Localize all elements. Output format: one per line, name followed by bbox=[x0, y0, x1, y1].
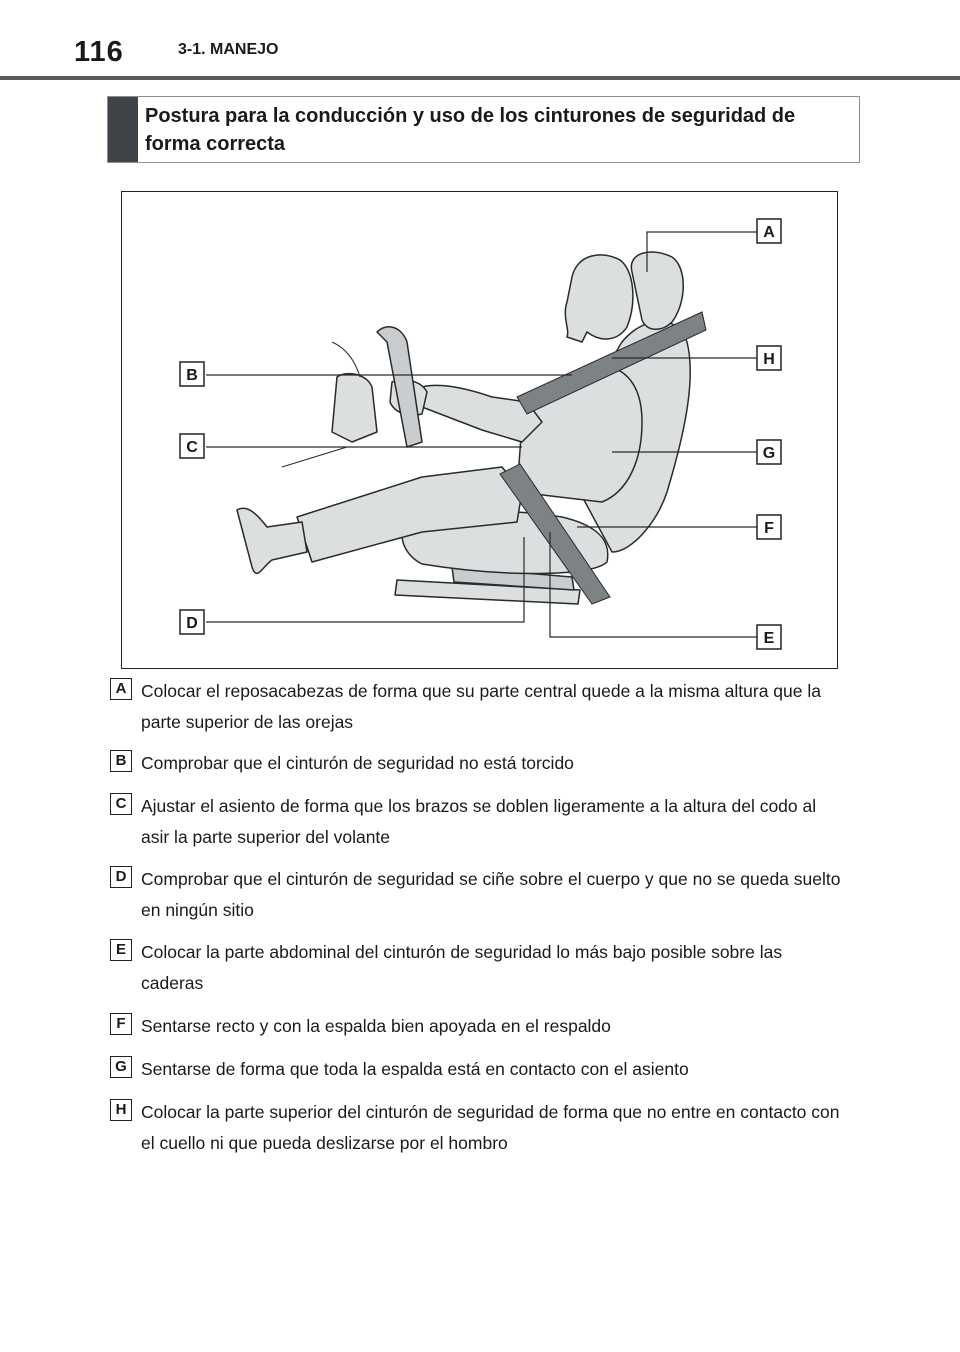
item-letter-badge: G bbox=[110, 1056, 132, 1078]
driving-posture-illustration bbox=[122, 192, 839, 670]
callout-f: F bbox=[764, 520, 774, 537]
item-text: Comprobar que el cinturón de seguridad se ciñe sobre el cuerpo y que no se queda suelto en ningún sitio bbox=[141, 869, 841, 920]
callout-g: G bbox=[762, 445, 776, 462]
dash-line bbox=[332, 342, 360, 377]
item-letter-badge: D bbox=[110, 866, 132, 888]
section-title-box bbox=[107, 96, 860, 163]
callout-c: C bbox=[186, 439, 198, 456]
item-text: Ajustar el asiento de forma que los brazos se doblen ligeramente a la altura del codo al asir la parte superior del volante bbox=[141, 796, 817, 847]
item-letter-badge: B bbox=[110, 750, 132, 772]
callout-h: H bbox=[763, 351, 775, 368]
item-letter-badge: E bbox=[110, 939, 132, 961]
item-letter-badge: A bbox=[110, 678, 132, 700]
page-header bbox=[0, 0, 960, 80]
item-text: Colocar la parte superior del cinturón de seguridad de forma que no entre en contacto con el cuello ni que pueda deslizarse por el hombro bbox=[141, 1102, 840, 1153]
callout-d: D bbox=[186, 615, 198, 632]
driver-foot bbox=[237, 508, 307, 573]
item-letter-badge: C bbox=[110, 793, 132, 815]
item-text: Sentarse de forma que toda la espalda está en contacto con el asiento bbox=[141, 1059, 689, 1079]
item-letter-badge: F bbox=[110, 1013, 132, 1035]
pedal-box bbox=[332, 374, 377, 442]
section-title: Postura para la conducción y uso de los cinturones de seguridad de forma correcta bbox=[145, 105, 796, 155]
section-label: 3-1. MANEJO bbox=[178, 41, 279, 58]
item-letter-badge: H bbox=[110, 1099, 132, 1121]
headrest bbox=[631, 252, 683, 329]
callout-a: A bbox=[763, 224, 775, 241]
header-rule bbox=[0, 76, 960, 80]
floor-line bbox=[282, 447, 347, 467]
callout-b: B bbox=[186, 367, 198, 384]
page-number: 116 bbox=[74, 36, 124, 68]
callout-e: E bbox=[763, 630, 775, 647]
item-text: Sentarse recto y con la espalda bien apoyada en el respaldo bbox=[141, 1016, 611, 1036]
item-text: Colocar la parte abdominal del cinturón de seguridad lo más bajo posible sobre las caderas bbox=[141, 942, 783, 993]
item-text: Colocar el reposacabezas de forma que su parte central quede a la misma altura que la parte superior de las orejas bbox=[141, 681, 821, 732]
section-title-bar bbox=[108, 97, 138, 162]
driving-posture-figure bbox=[121, 191, 838, 669]
item-text: Comprobar que el cinturón de seguridad no está torcido bbox=[141, 753, 574, 773]
driver-head bbox=[565, 255, 633, 342]
